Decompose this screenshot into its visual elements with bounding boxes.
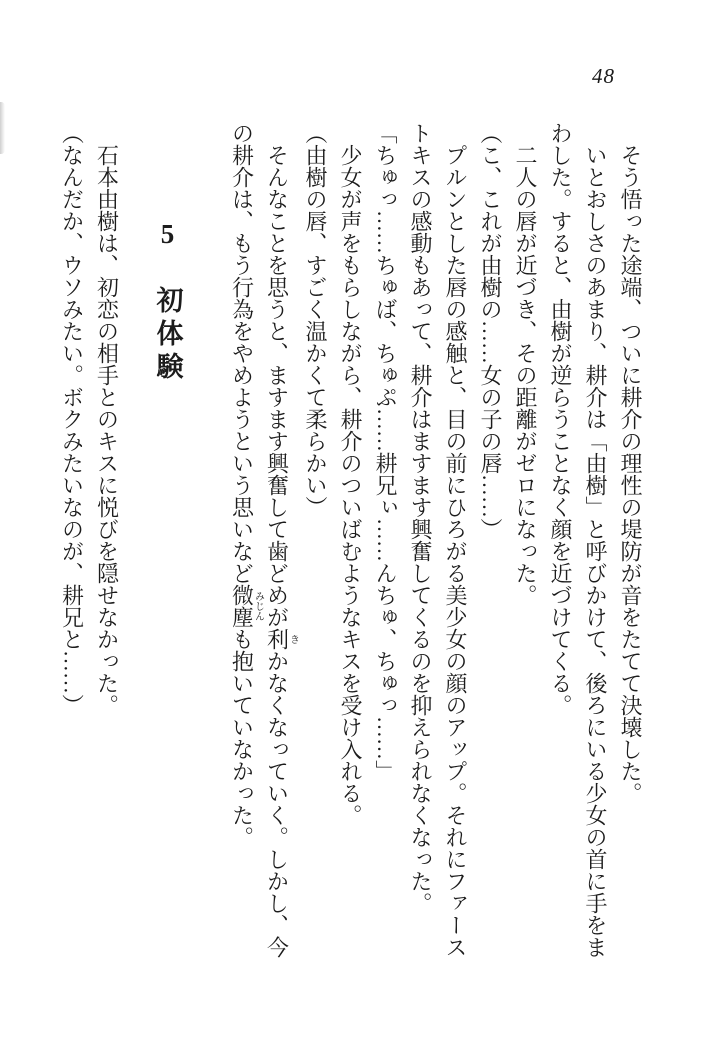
- page-number: 48: [592, 64, 615, 88]
- scan-edge-artifact: [0, 102, 5, 154]
- text-flow: [55, 122, 649, 958]
- paragraph: 「ちゅっ……ちゅば、ちゅぷ……耕兄ぃ……んちゅ、ちゅっ……」: [373, 122, 398, 782]
- paragraph: 石本由樹は、初恋の相手とのキスに悦びを隠せなかった。: [94, 144, 120, 716]
- chapter-title: 初体験: [152, 285, 183, 385]
- paragraph: （なんだか、ウソみたい。ボクみたいなのが、耕兄と……）: [59, 122, 85, 716]
- furigana-annotated-word: 微塵みじん: [229, 584, 264, 628]
- paragraph: （由樹の唇、すごく温かくて柔らかい）: [303, 122, 328, 518]
- furigana-annotated-word: 利き: [264, 628, 299, 650]
- paragraph: そう悟った途端、ついに耕介の理性の堤防が音をたてて決壊した。: [618, 144, 643, 804]
- paragraph: （こ、これが由樹の……女の子の唇……）: [478, 122, 503, 540]
- chapter-number: 5: [152, 219, 183, 255]
- paragraph: 少女が声をもらしながら、耕介のついばむようなキスを受け入れる。: [338, 144, 363, 826]
- chapter-heading: [145, 122, 191, 958]
- paragraph: 二人の唇が近づき、その距離がゼロになった。: [513, 144, 538, 606]
- paragraph: プルンとした唇の感触と、目の前にひろがる美少女の顔のアップ。それにファーストキスの感動もあって、耕介はますます興奮してくるのを抑えられなくなった。: [408, 122, 468, 958]
- paragraph: いとおしさのあまり、耕介は「由樹」と呼びかけて、後ろにいる少女の首に手をまわした。すると、由樹が逆らうことなく顔を近づけてくる。: [548, 122, 608, 958]
- paragraph: そんなことを思うと、ますます興奮して歯どめが利きかなくなっていく。しかし、今の耕介は、もう行為をやめようという思いなど微塵みじんも抱いていなかった。: [229, 122, 299, 958]
